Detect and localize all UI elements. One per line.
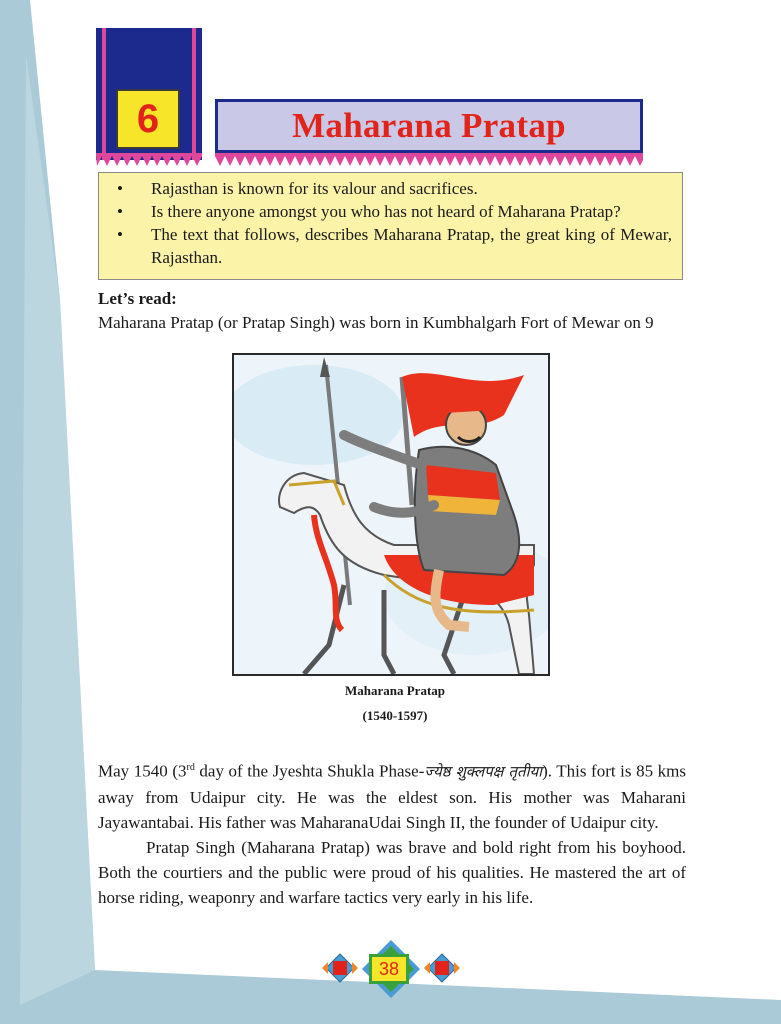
bullet-icon: • — [117, 225, 123, 244]
intro-item: • The text that follows, describes Maharana Pratap, the great king of Mewar, Rajasthan. — [117, 225, 672, 267]
intro-list — [111, 177, 672, 269]
tab-stripe-left — [102, 28, 106, 160]
paragraph-family: May 1540 (3rd day of the Jyeshta Shukla Phase-ज्येष्ठ शुक्लपक्ष तृतीया). This fort is 85 kms away from Udaipur city. He was the eldest son. His mother was Maharani Jayawantabai. His father was MaharanaUdai Singh II, the founder of Udaipur city. Pratap Singh (Maharana Pratap) was brave and bold right from his boyhood. Both the courtiers and the public were proud of his qualities. He mastered the art of horse riding, weaponry and warfare tactics very early in his life. — [98, 755, 686, 910]
intro-item: • Rajasthan is known for its valour and sacrifices. — [117, 179, 478, 198]
lets-read-heading: Let’s read: — [98, 289, 177, 308]
page-number-ornament — [320, 940, 462, 1000]
intro-box — [98, 172, 683, 280]
chapter-number: 6 — [116, 89, 180, 149]
intro-item: • Is there anyone amongst you who has not heard of Maharana Pratap? — [117, 202, 621, 221]
paragraph-birth: Maharana Pratap (or Pratap Singh) was born in Kumbhalgarh Fort of Mewar on 9 — [98, 313, 654, 332]
bullet-icon: • — [117, 202, 123, 221]
horse-rider-drawing — [234, 355, 548, 674]
maharana-pratap-illustration — [232, 353, 550, 676]
paragraph-boyhood: Pratap Singh (Maharana Pratap) was brave and bold right from his boyhood. Both the courtiers and the public were proud of his qualities. He mastered the art of horse riding, weaponry and warfare tactics very early in his life. — [98, 837, 686, 907]
figure-caption-years: (1540-1597) — [362, 708, 428, 723]
chapter-title: Maharana Pratap — [292, 106, 566, 145]
page-number: 38 — [369, 954, 409, 984]
bullet-icon: • — [117, 179, 123, 198]
triangle-fringe-icon — [96, 153, 202, 166]
triangle-fringe-icon — [215, 153, 643, 166]
devanagari-text: ज्येष्ठ शुक्लपक्ष तृतीया — [424, 762, 543, 781]
figure-caption-name: Maharana Pratap — [344, 683, 446, 698]
chapter-tab — [96, 28, 202, 160]
chapter-title-box — [215, 99, 643, 153]
tab-stripe-right — [192, 28, 196, 160]
